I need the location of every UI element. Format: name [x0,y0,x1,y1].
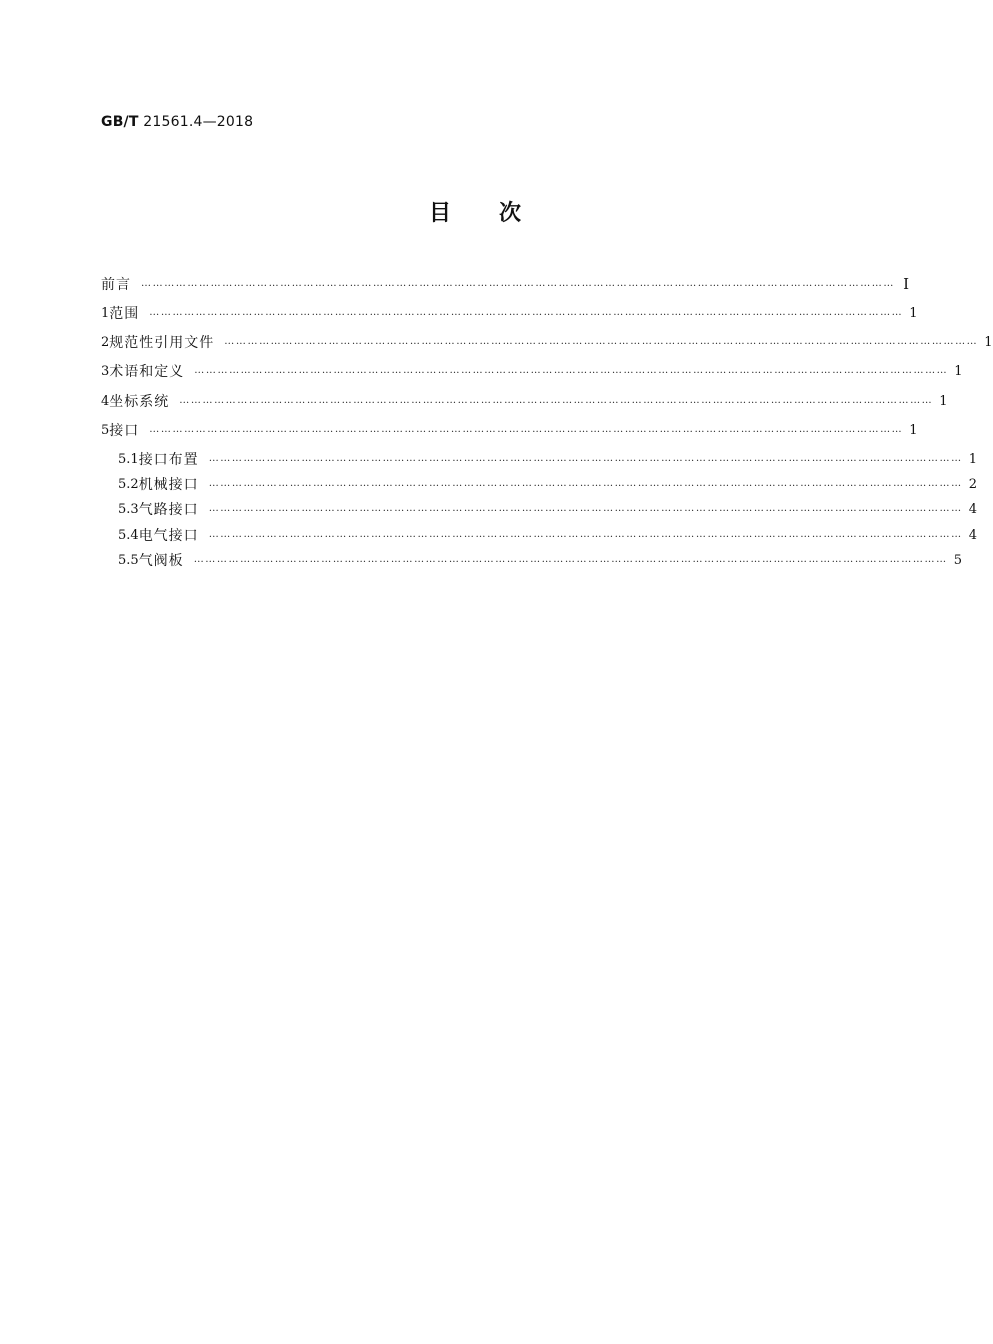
toc-entry-5-2[interactable] [118,474,977,494]
toc-entry-page: 1 [909,305,918,321]
toc-entry-page: 2 [968,476,977,492]
toc-entry-label: 机械接口 [138,477,199,493]
standard-code: 21561.4—2018 [143,114,254,130]
toc-entry-page: 4 [968,527,977,543]
toc-entry-number: 2 [101,334,110,350]
toc-leader-dots: …………………………………………………………………………………………………………………………………………………………………………… [208,503,963,514]
toc-entry-number: 4 [101,393,110,409]
title-char-1: 目 [428,201,451,226]
toc-entry-label: 术语和定义 [109,364,185,380]
toc-entry-number: 5.1 [118,451,139,467]
toc-entry-number: 5.2 [118,476,139,492]
toc-entry-label: 规范性引用文件 [109,335,215,351]
toc-entry-5-1[interactable] [118,449,977,469]
toc-entry-5-3[interactable] [118,499,977,519]
toc-entry-label: 电气接口 [138,528,199,544]
toc-entry-5-5[interactable] [118,550,962,570]
toc-leader-dots: …………………………………………………………………………………………………………………………………………………………………………… [149,424,904,435]
toc-entry-4[interactable] [101,391,948,411]
toc-entry-page: Ⅰ [903,275,909,293]
toc-entry-5[interactable] [101,420,918,440]
standard-number [101,114,253,130]
toc-entry-number: 3 [101,363,110,379]
toc-entry-page: 1 [909,422,918,438]
standard-prefix: GB/T [101,114,139,130]
toc-leader-dots: …………………………………………………………………………………………………………………………………………………………………………… [194,365,949,376]
toc-leader-dots: …………………………………………………………………………………………………………………………………………………………………………… [208,453,963,464]
toc-entry-label: 前言 [101,277,131,293]
toc-entry-number: 5.4 [118,527,139,543]
toc-leader-dots: …………………………………………………………………………………………………………………………………………………………………………… [208,529,963,540]
toc-leader-dots: …………………………………………………………………………………………………………………………………………………………………………… [224,336,979,347]
page-title [0,196,950,227]
toc-entry-number: 5 [101,422,110,438]
toc-entry-label: 坐标系统 [109,394,170,410]
toc-entry-number: 1 [101,305,110,321]
toc-leader-dots: …………………………………………………………………………………………………………………………………………………………………………… [141,278,895,289]
toc-entry-label: 气阀板 [138,553,184,569]
toc-entry-number: 5.5 [118,552,139,568]
toc-entry-number: 5.3 [118,501,139,517]
toc-entry-label: 气路接口 [138,502,199,518]
toc-entry-3[interactable] [101,361,963,381]
toc-entry-page: 4 [968,501,977,517]
toc-leader-dots: …………………………………………………………………………………………………………………………………………………………………………… [149,307,904,318]
toc-entry-page: 1 [968,451,977,467]
title-char-2: 次 [499,201,522,226]
toc-entry-label: 接口 [109,423,140,439]
toc-entry-page: 1 [939,393,948,409]
toc-entry-5-4[interactable] [118,525,977,545]
toc-entry-page: 1 [984,334,993,350]
toc-entry-2[interactable] [101,332,993,352]
toc-entry-1[interactable] [101,303,918,323]
toc-entry-label: 范围 [109,306,140,322]
toc-entry-foreword[interactable] [101,274,909,294]
toc-leader-dots: …………………………………………………………………………………………………………………………………………………………………………… [179,395,934,406]
toc-entry-page: 1 [954,363,963,379]
toc-leader-dots: …………………………………………………………………………………………………………………………………………………………………………… [208,478,963,489]
toc-entry-page: 5 [953,552,962,568]
toc-leader-dots: …………………………………………………………………………………………………………………………………………………………………………… [193,554,948,565]
toc-entry-label: 接口布置 [138,452,199,468]
